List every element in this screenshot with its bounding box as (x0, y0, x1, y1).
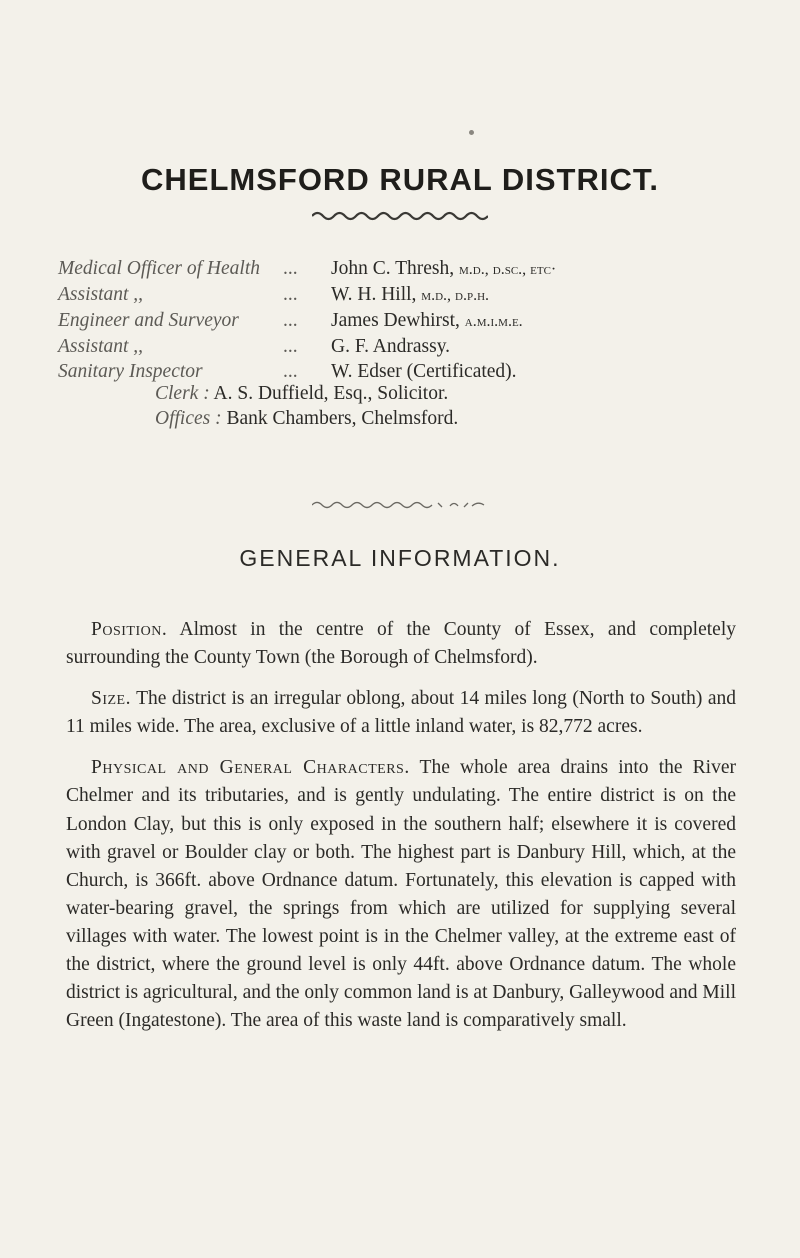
officer-qualifications: m.d., d.sc., etc· (459, 261, 557, 278)
paragraph-physical-characters (66, 754, 736, 1035)
officer-name (331, 256, 556, 282)
leader-dots: ... (283, 310, 298, 331)
officer-qualifications: a.m.i.m.e. (464, 313, 523, 330)
paragraph-text: The district is an irregular oblong, about 14 miles long (North to South) and 11 miles wide. The area, exclusive of a little inland water, is 82,772 acres. (66, 688, 736, 738)
officer-role: Sanitary Inspector (58, 361, 203, 382)
general-information-body (66, 616, 736, 1048)
officer-row (58, 256, 758, 282)
paragraph-heading: Physical and General Characters. (91, 757, 410, 779)
paragraph-text: The whole area drains into the River Chelmer and its tributaries, and is gently undulating. The entire district is on the London Clay, but this is only exposed in the southern half; elsewhere it is covered with gravel or Boulder clay or both. The highest part is Danbury Hill, which, at the Church, is 366ft. above Ordnance datum. Fortunately, this elevation is capped with water-bearing gravel, the springs from which are utilized for supplying several villages with water. The lowest point is in the Chelmer valley, at the extreme east of the district, where the ground level is only 44ft. above Ordnance datum. The whole district is agricultural, and the only common land is at Danbury, Galleywood and Mill Green (Ingatestone). The area of this waste land is comparatively small. (66, 757, 736, 1032)
leader-dots: ... (283, 258, 298, 279)
officer-name: W. Edser (Certificated). (331, 361, 517, 382)
paragraph-heading: Size. (91, 688, 131, 710)
paragraph-text: Almost in the centre of the County of Essex, and completely surrounding the County Town (the Borough of Chelmsford). (66, 619, 736, 669)
officer-row (58, 334, 758, 359)
officer-name-text: James Dewhirst, (331, 310, 460, 331)
paragraph-position (66, 616, 736, 672)
leader-dots: ... (283, 361, 298, 382)
clerk-value: A. S. Duffield, Esq., Solicitor. (213, 383, 449, 404)
officer-qualifications: m.d., d.p.h. (421, 287, 490, 304)
officer-role: Assistant ,, (58, 284, 144, 305)
leader-dots: ... (283, 284, 298, 305)
clerk-line (155, 381, 448, 406)
page-title: CHELMSFORD RURAL DISTRICT. (141, 162, 659, 197)
paragraph-heading: Position. (91, 619, 168, 640)
paragraph-size (66, 685, 736, 741)
officer-row (58, 308, 758, 334)
ornament-rule-middle (312, 500, 488, 510)
officer-row (58, 282, 758, 308)
officer-name-text: W. H. Hill, (331, 284, 417, 305)
offices-value: Bank Chambers, Chelmsford. (226, 408, 459, 429)
leader-dots: ... (283, 336, 298, 357)
officer-name: G. F. Andrassy. (331, 336, 451, 357)
officer-role: Engineer and Surveyor (58, 310, 239, 331)
officer-name (331, 308, 523, 334)
offices-line (155, 406, 458, 431)
printer-mark (469, 130, 474, 135)
clerk-label: Clerk : (155, 383, 210, 404)
ornament-rule-top (312, 210, 488, 222)
officers-list (58, 256, 758, 384)
officer-name-text: John C. Thresh, (331, 258, 455, 279)
offices-label: Offices : (155, 408, 222, 429)
section-heading: GENERAL INFORMATION. (239, 545, 561, 571)
officer-role: Medical Officer of Health (58, 258, 260, 279)
officer-name (331, 282, 489, 308)
officer-role: Assistant ,, (58, 336, 144, 357)
